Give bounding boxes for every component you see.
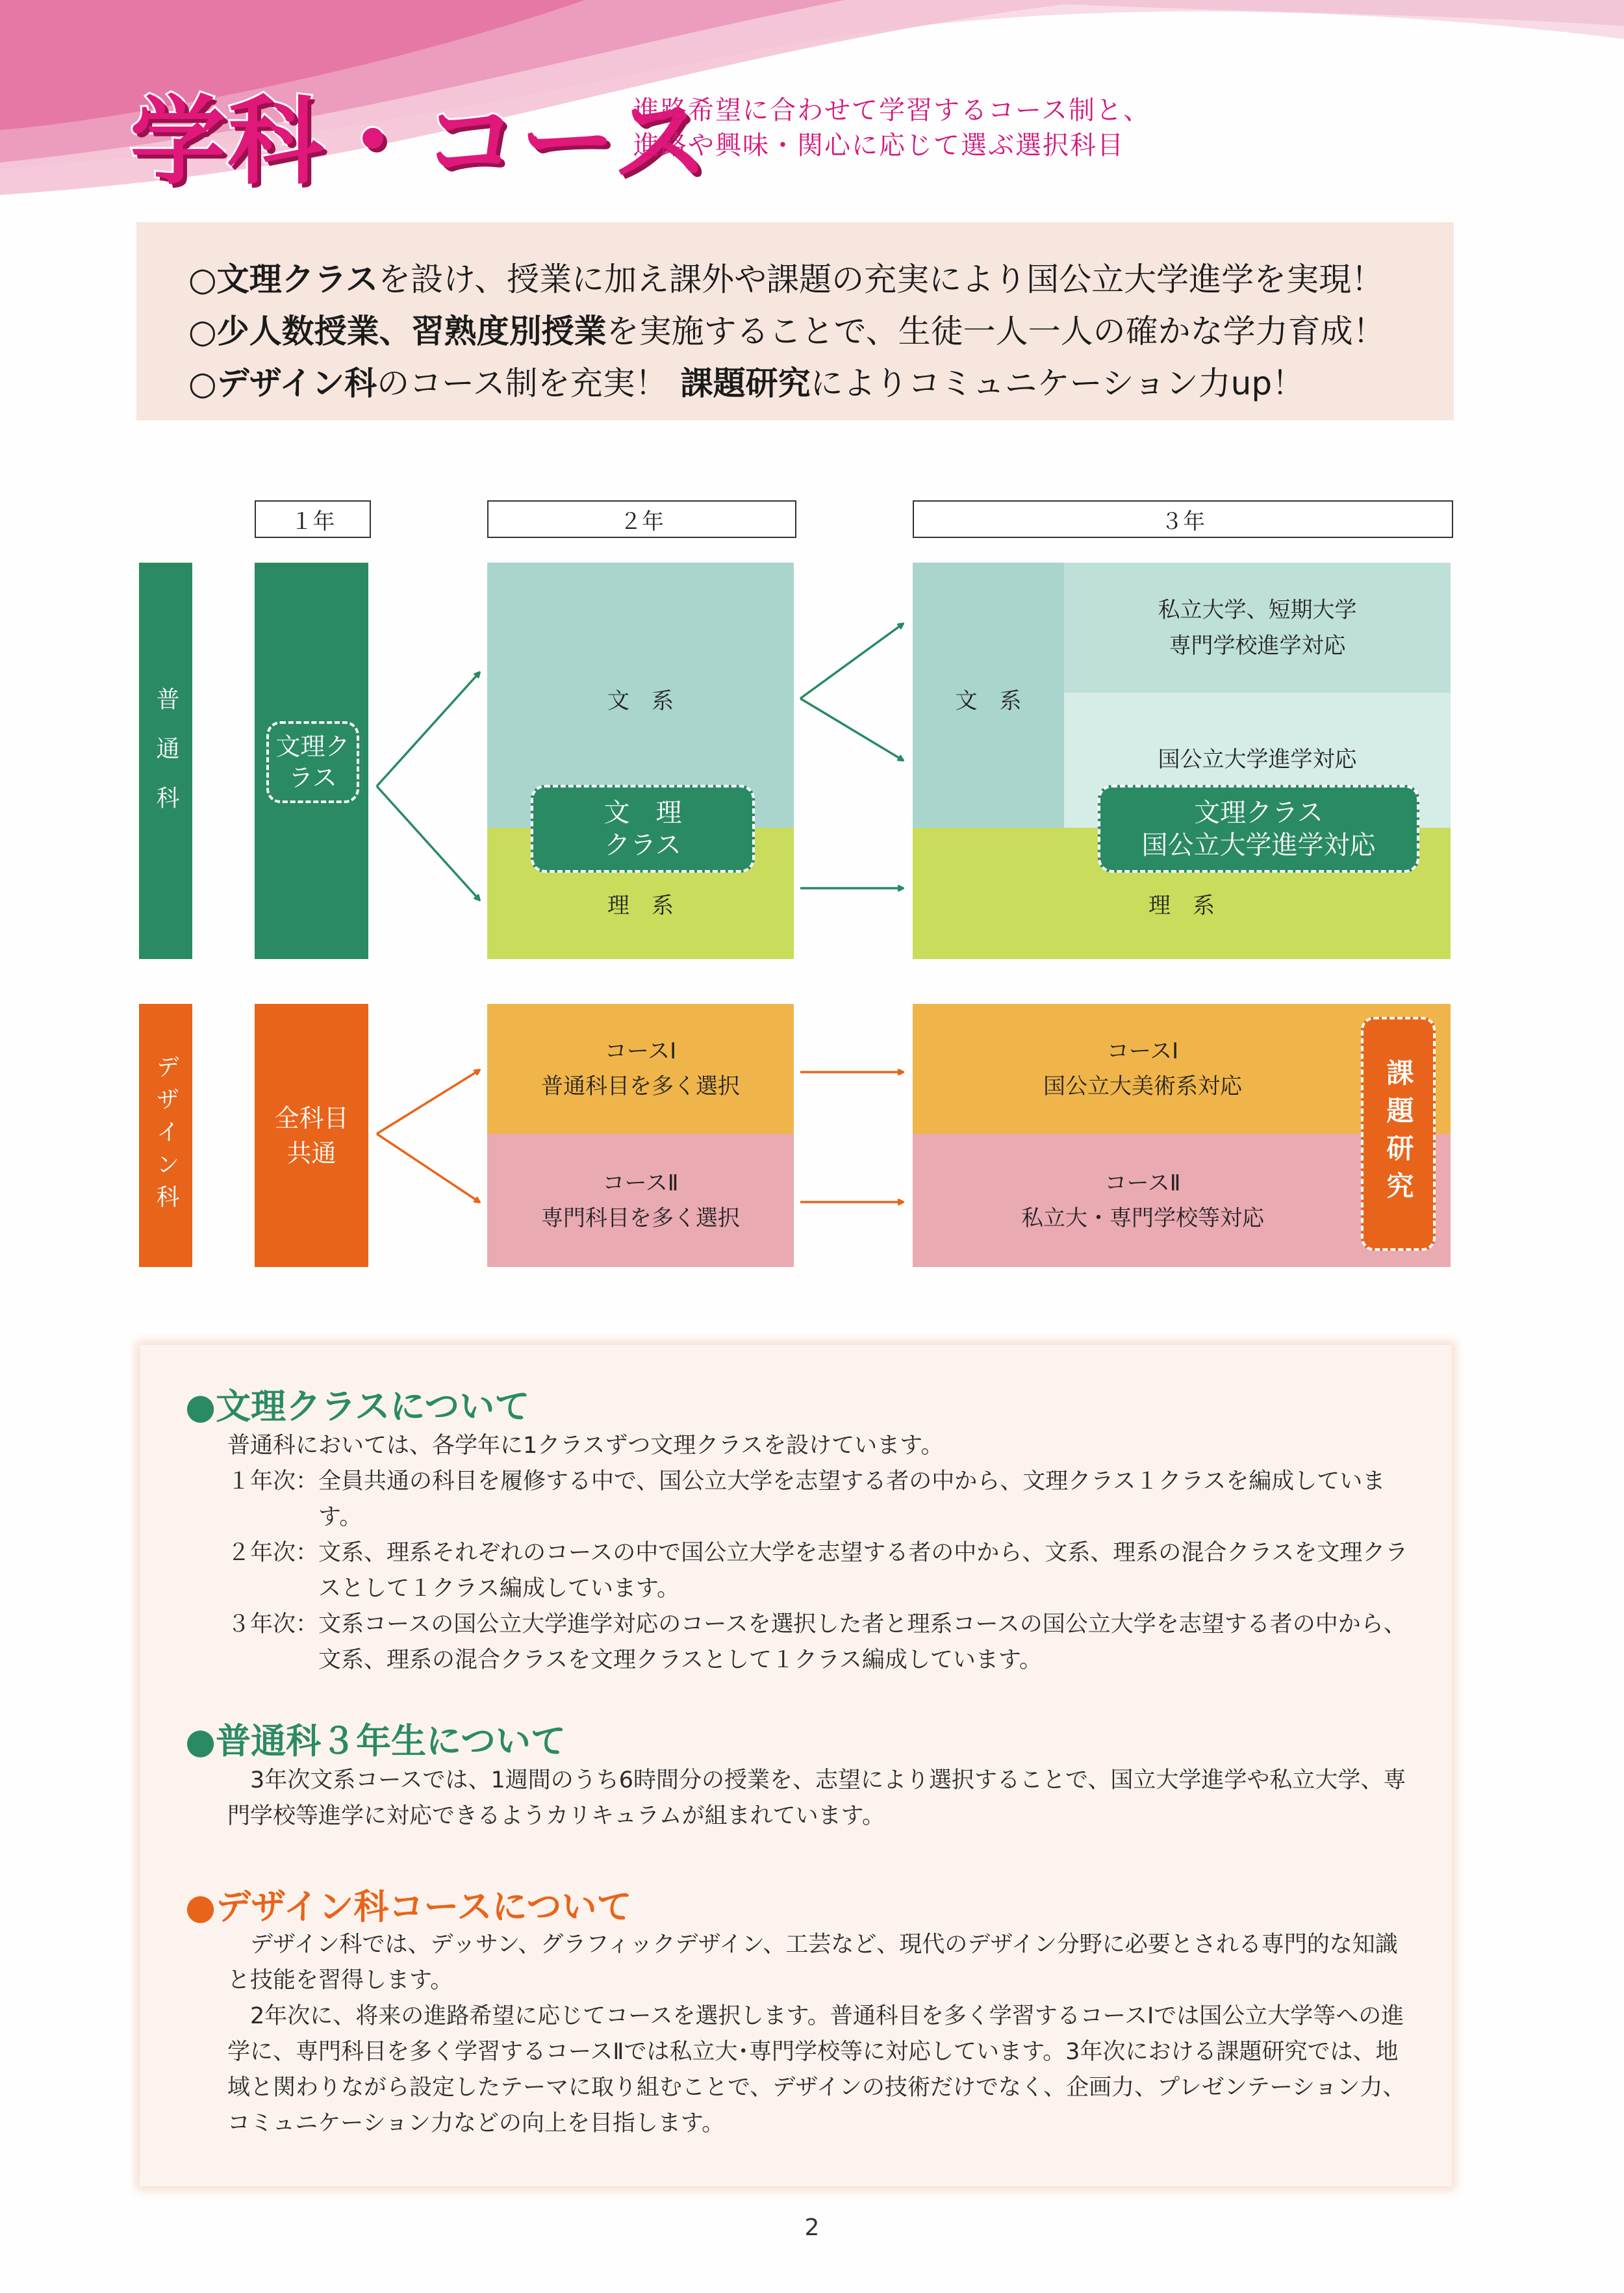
highlight-text: を実施することで、生徒一人一人の確かな学力育成！ [606,313,1386,350]
y3-course2-line1: コースⅡ [1104,1170,1181,1196]
design-y1-line2: 共通 [286,1138,336,1168]
section-bunri-intro: 普通科においては、各学年に1クラスずつ文理クラスを設けています。 [227,1433,944,1459]
y3-bunri-line2: 国公立大学進学対応 [1141,830,1376,860]
section-futsuka3-heading: ●普通科３年生について [185,1721,566,1761]
list-item-label: １年次： [227,1468,318,1494]
year-header-2: ２年 [487,500,796,538]
highlight-text: によりコミュニケーション力up！ [810,365,1305,402]
list-item [221,1464,1416,1535]
list-item [221,1607,1416,1678]
list-item-label: ３年次： [227,1611,318,1637]
bullet: ○ [188,261,217,298]
arrow-bunkei-to-national [800,698,903,760]
section-futsuka3-body: 3年次文系コースでは、1週間のうち6時間分の授業を、志望により選択することで、国立大学進学や私立大学、専門学校等進学に対応できるようカリキュラムが組まれています。 [227,1767,1406,1829]
list-item-text: 文系、理系それぞれのコースの中で国公立大学を志望する者の中から、文系、理系の混合クラスを文理クラスとして１クラス編成しています。 [318,1540,1408,1602]
arrow-y1-to-bunkei [377,673,479,786]
arrow-design-to-course2 [377,1134,479,1202]
futsuka-label: 普通科 [153,687,179,835]
y3-course2-line2: 私立大・専門学校等対応 [1021,1205,1264,1231]
arrow-bunkei-to-private [800,624,903,698]
y3-rikei-label: 理 系 [1148,892,1215,919]
y3-bunkei-label: 文 系 [955,687,1022,714]
bullet: ○ [188,365,217,402]
y2-bunri-line1: 文 理 [603,797,682,828]
year-header-3: ３年 [913,500,1453,538]
section-bunri-heading: ●文理クラスについて [185,1386,530,1427]
y2-course1-line2: 普通科目を多く選択 [541,1073,740,1099]
list-item-label: ２年次： [227,1540,318,1566]
arrow-y1-to-rikei [377,786,479,900]
y2-course2-line2: 専門科目を多く選択 [541,1205,740,1231]
y2-course2-line1: コースⅡ [602,1170,679,1196]
futsuka-y1-bunri-class: 文理クラス [266,721,359,803]
y2-course1-line1: コースⅠ [604,1038,677,1064]
y2-bunkei-label: 文 系 [607,687,674,714]
y3-private-line1: 私立大学、短期大学 [1158,596,1357,623]
y3-private-line2: 専門学校進学対応 [1169,632,1346,659]
section-design-p1: デザイン科では、デッサン、グラフィックデザイン、工芸など、現代のデザイン分野に必要とされる専門的な知識と技能を習得します。 [227,1932,1398,1993]
y3-course1-line1: コースⅠ [1106,1038,1179,1064]
highlight-text: のコース制を充実！ [377,365,668,402]
list-item [221,1535,1416,1607]
highlight-bold: デザイン科 [216,365,377,402]
design-y1-line1: 全科目 [274,1103,349,1133]
highlight-bold: 文理クラス [216,261,379,298]
y2-rikei-label: 理 系 [607,892,674,919]
kadai-kenkyu-label: 課題研究 [1382,1058,1415,1209]
highlight-bold: 課題研究 [680,365,811,402]
bullet: ○ [188,313,217,350]
y2-bunri-line2: クラス [604,830,681,860]
y3-national-label: 国公立大学進学対応 [1158,746,1357,773]
highlight-text: を設け、授業に加え課外や課題の充実により国公立大学進学を実現！ [378,261,1384,298]
section-bunri-list [221,1464,1416,1678]
subtitle-line-2: 進路や興味・関心に応じて選ぶ選択科目 [633,131,1124,160]
section-design-p2: 2年次に、将来の進路希望に応じてコースを選択します。普通科目を多く学習するコースⅠでは国公立大学等への進学に、専門科目を多く学習するコースⅡでは私立大･専門学校等に対応しています。3年次における課題研究では、地域と関わりながら設定したテーマに取り組むことで、デザインの技術だけでなく、企画力、プレゼンテーション力、コミュニケーション力などの向上を目指します。 [227,2003,1406,2136]
y3-course1-line2: 国公立大美術系対応 [1043,1073,1242,1099]
list-item-text: 全員共通の科目を履修する中で、国公立大学を志望する者の中から、文理クラス１クラスを編成しています。 [318,1468,1386,1530]
arrow-design-to-course1 [377,1070,479,1134]
year-header-1: １年 [255,500,371,538]
design-label: デザイン科 [153,1054,179,1217]
section-design-heading: ●デザイン科コースについて [185,1886,632,1927]
page-number: 2 [804,2214,820,2241]
y3-bunri-line1: 文理クラス [1194,797,1323,828]
highlight-bold: 少人数授業、習熟度別授業 [216,313,607,350]
list-item-text: 文系コースの国公立大学進学対応のコースを選択した者と理系コースの国公立大学を志望する者の中から、文系、理系の混合クラスを文理クラスとして１クラス編成しています。 [318,1611,1406,1673]
page-title: 学科・コース [130,86,710,198]
subtitle-line-1: 進路希望に合わせて学習するコース制と、 [633,96,1150,125]
